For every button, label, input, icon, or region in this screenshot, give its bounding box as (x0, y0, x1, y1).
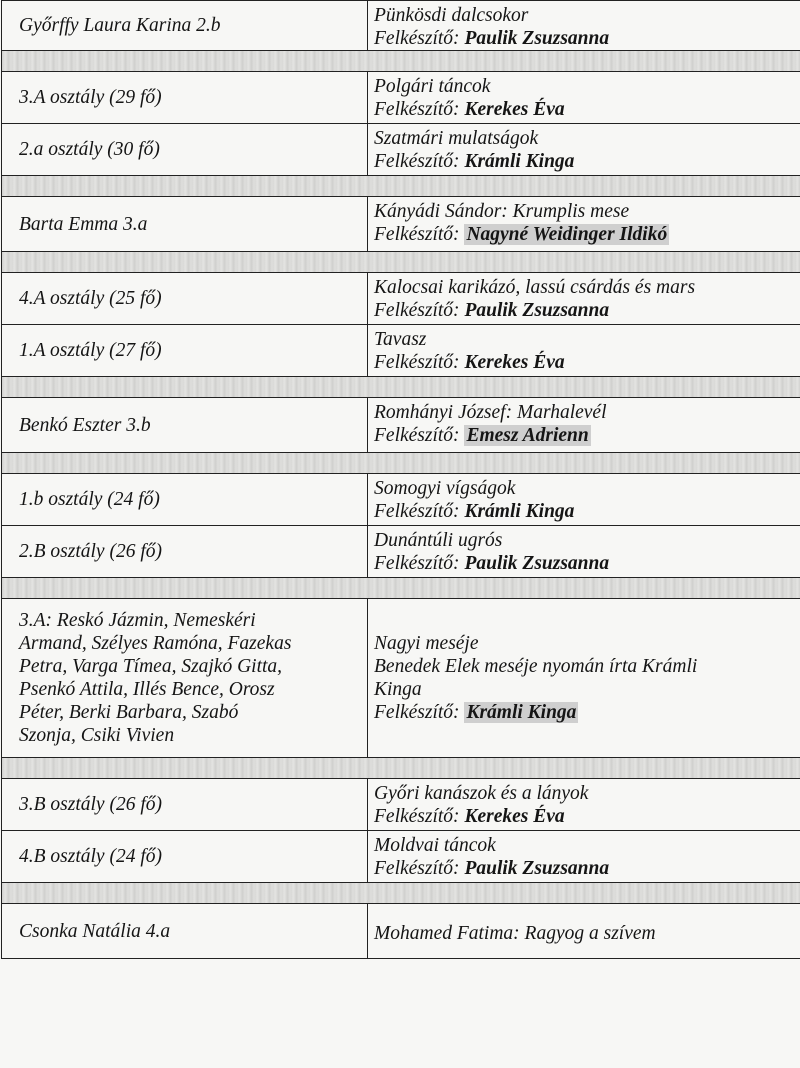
program-row (2, 904, 800, 959)
coach-name: Kerekes Éva (464, 99, 565, 120)
performance-cell (368, 599, 800, 758)
performance-title: Szatmári mulatságok (374, 128, 539, 149)
performance-cell (368, 273, 800, 325)
program-row (2, 474, 800, 526)
coach-name: Krámli Kinga (466, 702, 577, 723)
program-row (2, 398, 800, 453)
coach-prefix: Felkészítő: (374, 151, 460, 172)
coach-prefix: Felkészítő: (374, 28, 460, 49)
performer-cell (2, 398, 368, 453)
performer-cell (2, 904, 368, 959)
program-row (2, 72, 800, 124)
coach-line (374, 424, 790, 447)
performer-cell (2, 197, 368, 252)
program-row (2, 325, 800, 377)
performer-name-line: Armand, Szélyes Ramóna, Fazekas (19, 633, 292, 654)
performance-title-line: Benedek Elek meséje nyomán írta Krámli (374, 656, 698, 677)
performance-title: Győri kanászok és a lányok (374, 783, 589, 804)
performance-title: Kalocsai karikázó, lassú csárdás és mars (374, 277, 696, 298)
performer-name: 4.B osztály (24 fő) (19, 846, 162, 867)
coach-line (374, 27, 790, 50)
coach-line (374, 805, 790, 828)
performance-cell (368, 72, 800, 124)
separator-cell (2, 758, 800, 779)
coach-name: Paulik Zsuzsanna (464, 858, 610, 879)
coach-prefix: Felkészítő: (374, 806, 460, 827)
coach-name: Kerekes Éva (464, 352, 565, 373)
separator-row (2, 578, 800, 599)
performer-name: 4.A osztály (25 fő) (19, 288, 162, 309)
performance-title: Romhányi József: Marhalevél (374, 402, 607, 423)
performer-name: 1.A osztály (27 fő) (19, 340, 162, 361)
coach-line (374, 150, 790, 173)
program-row (2, 831, 800, 883)
separator-cell (2, 377, 800, 398)
performer-name: Csonka Natália 4.a (19, 920, 171, 942)
separator-row (2, 758, 800, 779)
separator-cell (2, 578, 800, 599)
separator-row (2, 51, 800, 72)
coach-line (374, 857, 790, 880)
coach-prefix: Felkészítő: (374, 425, 460, 446)
program-table (1, 0, 800, 959)
performance-title: Mohamed Fatima: Ragyog a szívem (374, 922, 656, 944)
performer-cell (2, 474, 368, 526)
performance-title: Somogyi vígságok (374, 478, 516, 499)
performer-cell (2, 273, 368, 325)
performer-name: Benkó Eszter 3.b (19, 414, 151, 436)
performance-cell (368, 325, 800, 377)
performance-cell (368, 526, 800, 578)
coach-line (374, 98, 790, 121)
performer-name-line: Péter, Berki Barbara, Szabó (19, 702, 239, 723)
program-table-body (2, 1, 800, 959)
performer-cell (2, 124, 368, 176)
separator-row (2, 453, 800, 474)
performer-cell (2, 779, 368, 831)
performer-name: Barta Emma 3.a (19, 213, 148, 235)
coach-name: Emesz Adrienn (466, 425, 589, 446)
coach-line (374, 299, 790, 322)
performer-name-line: Psenkó Attila, Illés Bence, Orosz (19, 679, 275, 700)
performance-title: Dunántúli ugrós (374, 530, 503, 551)
performer-cell (2, 526, 368, 578)
performer-cell (2, 1, 368, 51)
performance-title: Moldvai táncok (374, 835, 496, 856)
coach-name: Paulik Zsuzsanna (464, 553, 610, 574)
performer-cell (2, 72, 368, 124)
coach-name: Paulik Zsuzsanna (464, 300, 610, 321)
performance-cell (368, 779, 800, 831)
program-row (2, 1, 800, 51)
performance-cell (368, 831, 800, 883)
performer-name: Győrffy Laura Karina 2.b (19, 15, 221, 36)
performer-cell (2, 599, 368, 758)
program-row (2, 273, 800, 325)
coach-line (374, 351, 790, 374)
program-row (2, 197, 800, 252)
separator-cell (2, 252, 800, 273)
program-row (2, 124, 800, 176)
performer-name-line: Szonja, Csiki Vivien (19, 725, 175, 746)
separator-cell (2, 883, 800, 904)
performance-cell (368, 124, 800, 176)
coach-prefix: Felkészítő: (374, 300, 460, 321)
separator-row (2, 377, 800, 398)
performer-name: 1.b osztály (24 fő) (19, 489, 160, 510)
coach-name: Kerekes Éva (464, 806, 565, 827)
separator-cell (2, 51, 800, 72)
performance-cell (368, 904, 800, 959)
coach-prefix: Felkészítő: (374, 99, 460, 120)
performance-title: Pünkösdi dalcsokor (374, 5, 529, 26)
performer-name: 2.a osztály (30 fő) (19, 139, 160, 160)
performer-name: 2.B osztály (26 fő) (19, 541, 162, 562)
separator-row (2, 252, 800, 273)
coach-name: Krámli Kinga (464, 151, 575, 172)
performer-name-line: 3.A: Reskó Jázmin, Nemeskéri (19, 610, 256, 631)
coach-prefix: Felkészítő: (374, 858, 460, 879)
separator-cell (2, 453, 800, 474)
coach-line (374, 552, 790, 575)
performer-names (19, 609, 357, 747)
coach-line (374, 223, 790, 246)
performer-name-line: Petra, Varga Tímea, Szajkó Gitta, (19, 656, 283, 677)
coach-name: Krámli Kinga (464, 501, 575, 522)
performer-cell (2, 831, 368, 883)
coach-prefix: Felkészítő: (374, 224, 460, 245)
coach-prefix: Felkészítő: (374, 702, 460, 723)
separator-row (2, 883, 800, 904)
performance-title-line: Nagyi meséje (374, 633, 479, 654)
coach-prefix: Felkészítő: (374, 501, 460, 522)
separator-cell (2, 176, 800, 197)
performance-title: Kányádi Sándor: Krumplis mese (374, 201, 630, 222)
coach-name: Paulik Zsuzsanna (464, 28, 610, 49)
performer-name: 3.A osztály (29 fő) (19, 87, 162, 108)
performance-cell (368, 398, 800, 453)
coach-name: Nagyné Weidinger Ildikó (466, 224, 668, 245)
performance-title-line: Kinga (374, 679, 422, 700)
program-row (2, 526, 800, 578)
coach-prefix: Felkészítő: (374, 553, 460, 574)
separator-row (2, 176, 800, 197)
performance-cell (368, 197, 800, 252)
performance-cell (368, 1, 800, 51)
program-row (2, 599, 800, 758)
performance-cell (368, 474, 800, 526)
performer-name: 3.B osztály (26 fő) (19, 794, 162, 815)
coach-line (374, 701, 790, 724)
coach-prefix: Felkészítő: (374, 352, 460, 373)
coach-line (374, 500, 790, 523)
program-row (2, 779, 800, 831)
performance-title: Polgári táncok (374, 76, 491, 97)
performance-title: Tavasz (374, 329, 427, 350)
performer-cell (2, 325, 368, 377)
